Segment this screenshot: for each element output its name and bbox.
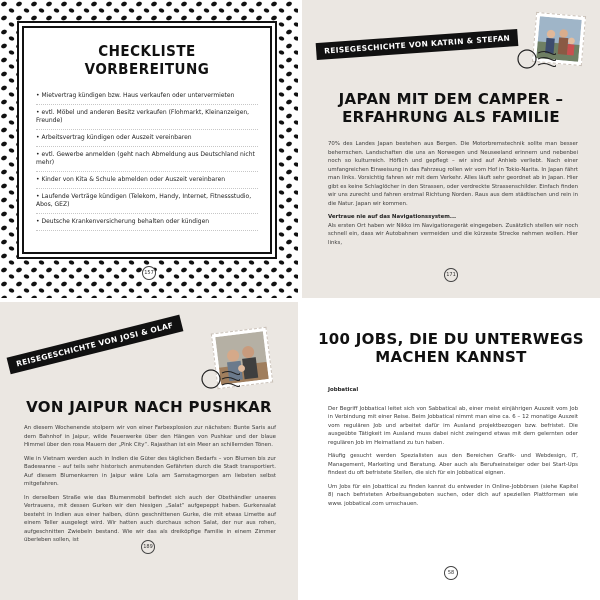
page-number: 171 bbox=[444, 268, 458, 282]
story-banner: REISEGESCHICHTE VON KATRIN & STEFAN bbox=[316, 29, 519, 60]
paragraph: Wie in Vietnam werden auch in Indien die Güter des täglichen Bedarfs – von Blumen bis zur Badewanne – auf teils sehr historisch anmutenden Gefährten durch die Stadt transportiert. Auf diesem Blumenkarren in Jaipur wäre Lola am Samstagmorgen am liebsten selbst mitgefahren. bbox=[24, 455, 276, 487]
page-japan bbox=[302, 0, 600, 298]
paragraph: Um Jobs für ein Jobattical zu finden kannst du entweder in Online-Jobbörsen (siehe Kapitel 8) nach befristeten Arbeitsangeboten suchen, oder dich auf speziellen Plattformen wie www. jobbatical.com umschauen. bbox=[328, 483, 578, 507]
paragraph: Der Begriff Jobbatical leitet sich von Sabbatical ab, einer meist einjährigen Auszeit vom Job in Verbindung mit einer Reise. Beim Jobbatical nimmt man eine ca. 6 – 12 monatige Auszeit vom regulären Job und arbeitet dafür im Ausland projektbezogen bzw. befristet. Die ausgeübte Tätigkeit im Ausland muss dabei nicht zwingend etwas mit dem gelernten oder regulären Job im Heimatland zu tun haben. bbox=[328, 405, 578, 446]
paragraph: Als ersten Ort haben wir Nikko im Navigationsgerät eingegeben. Zusätzlich stellen wir noch schnell ein, dass wir Autobahnen vermeiden und die kürzeste Strecke nehmen wollen. Hier links, bbox=[328, 222, 578, 246]
article-body bbox=[328, 386, 578, 513]
page-number: 58 bbox=[444, 566, 458, 580]
page-jobs bbox=[302, 302, 600, 600]
heading-line: MACHEN KANNST bbox=[375, 348, 527, 366]
checklist-item: • evtl. Gewerbe anmelden (geht nach Abmeldung aus Deutschland nicht mehr) bbox=[36, 147, 258, 172]
subheading: Vertraue nie auf das Navigationssystem... bbox=[328, 214, 457, 220]
story-banner: REISEGESCHICHTE VON JOSI & OLAF bbox=[7, 315, 183, 374]
checklist-item: • Arbeitsvertrag kündigen oder Auszeit vereinbaren bbox=[36, 130, 258, 147]
paragraph: In derselben Straße wie das Blumenmobil befindet sich auch der Obsthändler unseres Vertrauens, mit dessen Gurken wir den hiesigen „Salat“ aufgepeppt haben. Gurkensalat besteht in Indien aus einer halben, dünn geschnittenen Gurke, die mit etwas Limette auf einem Teller ausgelegt wird. Wir hatten auch durchaus schon Salat, der nur aus rohen, aufgeschnitten Zwiebeln bestand. Wie wir das als dreiköpfige Familie in einem Zimmer überleben sollen, ist bbox=[24, 494, 276, 543]
paragraph: 70% des Landes Japan bestehen aus Bergen. Die Motorbremstechnik sollte man besser beherrschen. Landschaften die uns an Norwegen und Neuseeland erinnern und nebenbei noch so kulturreich. Höflich und gepflegt – wir sind auf Anhieb verliebt. Nach einer umfangreichen Einweisung in das Fahrzeug rollen wir vom Hof in Tokio-Narita. In Japan fährt man links. Vorsichtig fahren wir mit dem Verkehr. Alles läuft sehr geordnet ab in Japan. Hier gibt es keine Schlaglöcher in den Strassen, oder verdreckte Strassenschilder. Einfach finden wir uns zurecht und fahren erstmal Richtung Norden. Raus aus dem städtischen und rein in die Natur. Japan wir kommen. bbox=[328, 141, 578, 207]
article-heading bbox=[302, 330, 600, 366]
checklist-item: • Deutsche Krankenversicherung behalten oder kündigen bbox=[36, 214, 258, 231]
checklist-heading: CHECKLISTE VORBEREITUNG bbox=[84, 42, 210, 78]
paragraph: Häufig gesucht werden Spezialisten aus den Bereichen Grafik- und Webdesign, IT, Management, Marketing und Beratung. Aber auch als Berufseinsteiger oder bei Start-Ups findest du oft befristete Stellen, die sich für ein Jobbatical eignen. bbox=[328, 453, 578, 476]
heading-line: 100 JOBS, DIE DU UNTERWEGS bbox=[318, 330, 584, 348]
article-body bbox=[24, 424, 276, 550]
checklist-item: • Kinder von Kita & Schule abmelden oder Auszeit vereinbaren bbox=[36, 172, 258, 189]
checklist-item: • evtl. Möbel und anderen Besitz verkaufen (Flohmarkt, Kleinanzeigen, Freunde) bbox=[36, 105, 258, 130]
checklist-item: • Laufende Verträge kündigen (Telekom, Handy, Internet, Fitnessstudio, Abos, GEZ) bbox=[36, 189, 258, 214]
checklist bbox=[36, 88, 258, 231]
postmark-icon bbox=[516, 48, 556, 70]
paragraph: An diesem Wochenende stolpern wir von einer Farbexplosion zur nächsten: Bunte Saris auf dem Bahnhof in Jaipur, wilde Feuerwerke über den Hängen von Pushkar und der blaue Himmel über den rosa Mauern der „Pink City“. Rajasthan ist ein Meer an schillernden Tönen. bbox=[24, 425, 276, 448]
page-jaipur bbox=[0, 302, 298, 600]
heading-line: ERFAHRUNG ALS FAMILIE bbox=[342, 108, 560, 126]
postmark-icon bbox=[200, 368, 240, 390]
article-heading: VON JAIPUR NACH PUSHKAR bbox=[26, 398, 272, 416]
subheading: Jobbatical bbox=[328, 387, 359, 393]
checklist-item: • Mietvertrag kündigen bzw. Haus verkaufen oder untervermieten bbox=[36, 88, 258, 105]
article-body bbox=[328, 140, 578, 252]
heading-line: JAPAN MIT DEM CAMPER – bbox=[338, 90, 564, 108]
page-number: 189 bbox=[141, 540, 155, 554]
checklist-card bbox=[22, 26, 272, 254]
page-number: 157 bbox=[142, 266, 156, 280]
article-heading bbox=[302, 90, 600, 126]
page-checklist bbox=[0, 0, 298, 298]
